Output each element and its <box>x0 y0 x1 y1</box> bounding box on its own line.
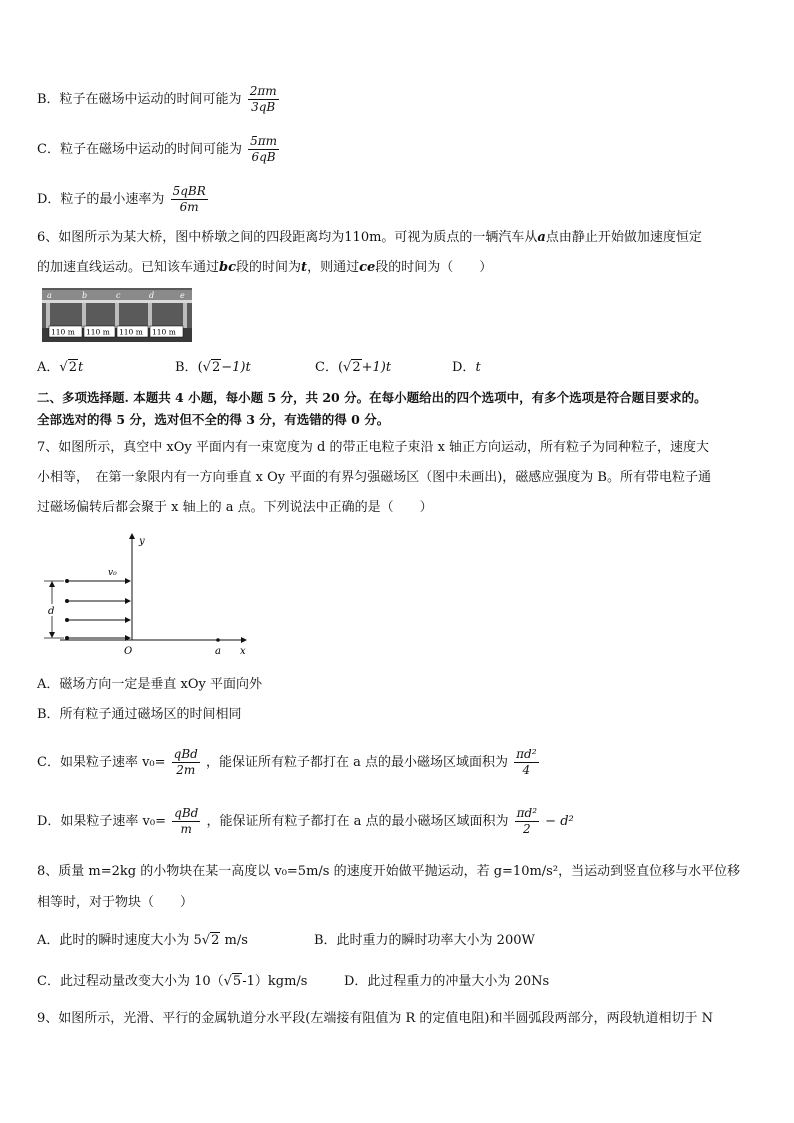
segment-label: 110 m <box>152 327 176 337</box>
point-a-label: a <box>215 646 221 657</box>
q6-option-b: B．(√2−1)t <box>175 360 251 375</box>
q7-option-d: D．如果粒子速率 v₀= $\frac{\text{qBd}}{m}$ ，能保证所有粒子都打在 a 点的最小磁场区域面积为 $\frac{\text{πd²}}{2}$ − d² <box>37 806 574 836</box>
fraction: $\frac{\text{5qBR}}{6m}$ <box>172 184 206 214</box>
q5-option-b: B．粒子在磁场中运动的时间可能为 $\frac{2\pi m}{3qB}$ <box>37 84 277 114</box>
q6-option-a: A．√2t <box>37 360 84 375</box>
q8-stem-line2: 相等时，对于物块（ ） <box>37 895 194 910</box>
q8-option-a: A．此时的瞬时速度大小为 5√2 m/s <box>37 933 248 948</box>
section-2-header-line2: 全部选对的得 5 分，选对但不全的得 3 分，有选错的得 0 分。 <box>37 412 390 427</box>
q8-option-c: C．此过程动量改变大小为 10（√5-1）kgm/s <box>37 974 308 989</box>
q6-stem-line1: 6、如图所示为某大桥，图中桥墩之间的四段距离均为110m。可视为质点的一辆汽车从a点由静止开始做加速度恒定 <box>37 230 702 245</box>
dimension-arrow-down <box>49 632 55 638</box>
q7-stem-line1: 7、如图所示，真空中 xOy 平面内有一束宽度为 d 的带正电粒子束沿 x 轴正方向运动，所有粒子为同种粒子，速度大 <box>37 440 710 455</box>
x-axis-label: x <box>240 646 246 657</box>
point-a <box>216 638 220 642</box>
bridge-label: a <box>47 291 52 300</box>
v0-label: v₀ <box>108 568 117 578</box>
bridge-rail <box>42 300 192 303</box>
q7-diagram <box>40 530 260 658</box>
pier <box>82 303 86 328</box>
q8-option-b: B．此时重力的瞬时功率大小为 200W <box>314 933 535 948</box>
fraction: $\frac{\text{πd²}}{4}$ <box>516 747 537 777</box>
particle <box>65 599 69 603</box>
particles <box>65 579 69 640</box>
q5-option-d: D．粒子的最小速率为 $\frac{\text{5qBR}}{6m}$ <box>37 184 206 214</box>
bridge-label: e <box>180 291 185 300</box>
q9-stem-line1: 9、如图所示，光滑、平行的金属轨道分水平段(左端接有阻值为 R 的定值电阻)和半圆弧段两部分，两段轨道相切于 N <box>37 1011 713 1026</box>
q5-option-c: C．粒子在磁场中运动的时间可能为 $\frac{5\pi m}{6qB}$ <box>37 134 277 164</box>
bridge-label: d <box>149 291 155 300</box>
fraction: $\frac{\text{qBd}}{2m}$ <box>173 747 198 777</box>
q8-option-d: D．此过程重力的冲量大小为 20Ns <box>344 974 550 989</box>
q7-stem-line3: 过磁场偏转后都会聚于 x 轴上的 a 点。下列说法中正确的是（ ） <box>37 500 433 515</box>
q6-option-c: C．(√2+1)t <box>315 360 392 375</box>
particle <box>65 636 69 640</box>
section-2-header-line1: 二、多项选择题. 本题共 4 小题，每小题 5 分，共 20 分。在每小题给出的四个选项中，有多个选项是符合题目要求的。 <box>37 390 707 405</box>
q7-stem-line2: 小相等， 在第一象限内有一方向垂直 x Oy 平面的有界匀强磁场区（图中未画出)，磁感应强度为 B。所有带电粒子通 <box>37 470 711 485</box>
bridge-label: b <box>82 291 88 300</box>
pier <box>183 303 187 328</box>
bridge-label: c <box>116 291 121 300</box>
fraction: $\frac{\text{πd²}}{2}$ <box>516 806 538 836</box>
segment-label: 110 m <box>51 327 75 337</box>
q7-option-b: B．所有粒子通过磁场区的时间相同 <box>37 707 242 722</box>
fraction: $\frac{\text{qBd}}{m}$ <box>174 806 199 836</box>
width-label-d: d <box>48 606 55 617</box>
bridge-figure <box>42 288 192 342</box>
q7-option-c: C．如果粒子速率 v₀= $\frac{\text{qBd}}{2m}$ ，能保证所有粒子都打在 a 点的最小磁场区域面积为 $\frac{\text{πd²}}{4}$ <box>37 747 537 777</box>
origin-label: O <box>124 646 133 657</box>
pier <box>148 303 152 328</box>
q8-stem-line1: 8、质量 m=2kg 的小物块在某一高度以 v₀=5m/s 的速度开始做平抛运动，若 g=10m/s²，当运动到竖直位移与水平位移 <box>37 864 741 879</box>
particle <box>65 618 69 622</box>
pier <box>115 303 119 328</box>
particle-beams <box>67 581 130 638</box>
segment-label: 110 m <box>119 327 143 337</box>
y-axis-label: y <box>139 536 145 547</box>
q6-option-d: D．t <box>452 360 481 375</box>
fraction: $\frac{2\pi m}{3qB}$ <box>249 84 277 114</box>
q7-option-a: A．磁场方向一定是垂直 xOy 平面向外 <box>37 677 262 692</box>
pier <box>46 303 50 328</box>
particle <box>65 579 69 583</box>
q6-stem-line2: 的加速直线运动。已知该车通过bc段的时间为t，则通过ce段的时间为（ ） <box>37 260 493 275</box>
fraction: $\frac{5\pi m}{6qB}$ <box>250 134 277 164</box>
dimension-arrow-up <box>49 581 55 587</box>
segment-label: 110 m <box>86 327 110 337</box>
